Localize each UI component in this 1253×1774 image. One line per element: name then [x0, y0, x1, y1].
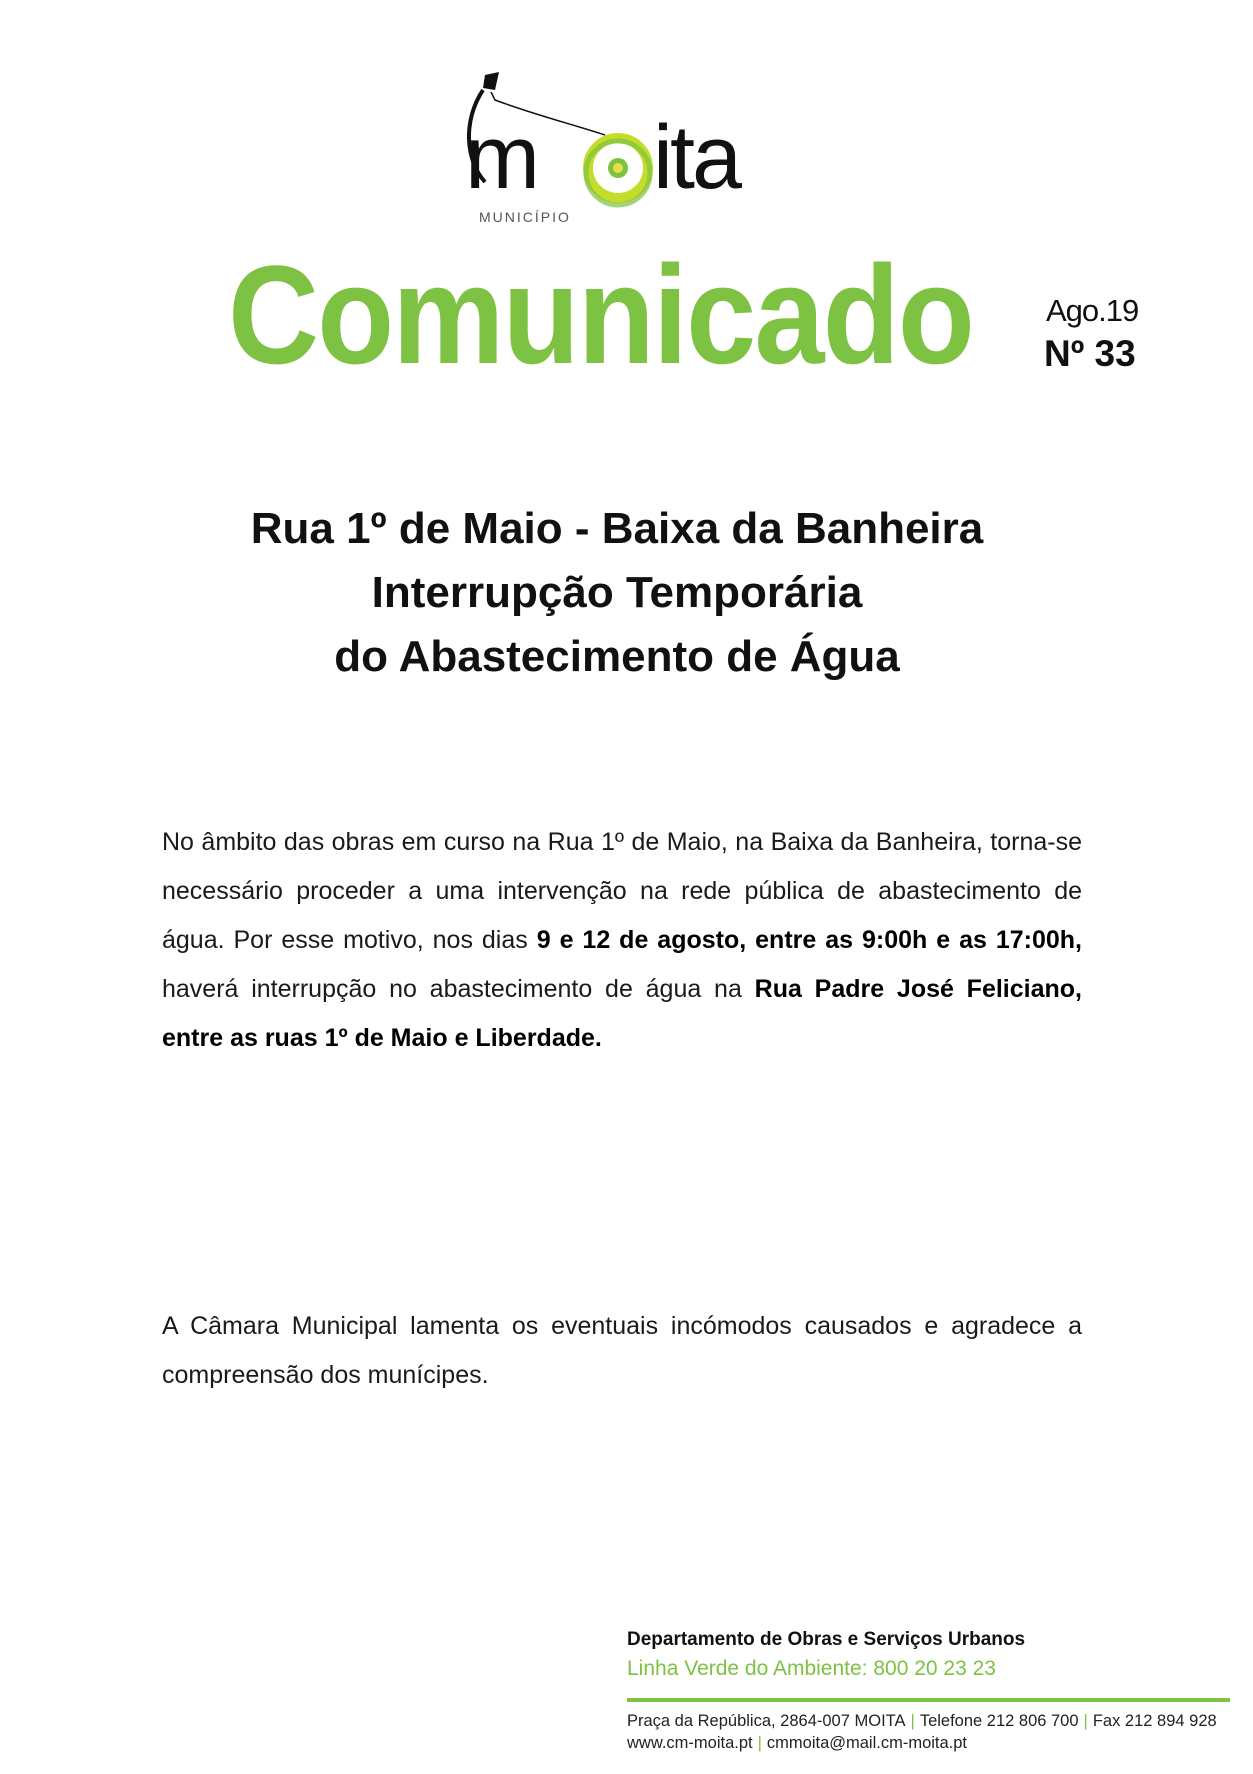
footer-divider — [627, 1698, 1230, 1702]
issue-date: Ago.19 — [1046, 293, 1139, 328]
dates-highlight: 9 e 12 de agosto, entre as 9:00h e as 17:00h, — [536, 926, 1082, 954]
headline-line: Interrupção Temporária — [371, 568, 863, 617]
footer-department: Departamento de Obras e Serviços Urbanos — [627, 1629, 1026, 1650]
document-title: Comunicado — [228, 236, 974, 393]
svg-text:ita: ita — [653, 108, 740, 208]
separator: | — [910, 1712, 915, 1730]
text: No âmbito das obras em curso na Rua 1º de Maio, na Baixa da Banheira, torna-se necessário proceder a uma intervenção na rede pública de abastecimento de água. Por esse motivo, nos dias — [162, 828, 1082, 954]
separator: | — [1083, 1712, 1088, 1730]
website-link[interactable]: www.cm-moita.pt — [627, 1734, 753, 1752]
issue-number: Nº 33 — [1044, 333, 1136, 374]
phone: Telefone 212 806 700 — [919, 1712, 1079, 1730]
footer-contacts — [627, 1710, 1217, 1754]
body-paragraph-2: A Câmara Municipal lamenta os eventuais incómodos causados e agradece a compreensão dos munícipes. — [162, 1312, 1082, 1389]
email-link[interactable]: cmmoita@mail.cm-moita.pt — [766, 1734, 968, 1752]
separator: | — [757, 1734, 762, 1752]
text: haverá interrupção no abastecimento de água na — [162, 975, 755, 1003]
footer-hotline: Linha Verde do Ambiente: 800 20 23 23 — [627, 1657, 996, 1680]
address: Praça da República, 2864-007 MOITA — [627, 1712, 906, 1730]
moita-logo — [455, 70, 805, 225]
headline-line: Rua 1º de Maio - Baixa da Banheira — [250, 504, 984, 553]
svg-text:m: m — [465, 108, 536, 208]
headline — [0, 497, 1234, 689]
logo-subtitle: MUNICÍPIO — [479, 209, 571, 225]
street-highlight: Rua Padre José Feliciano, entre as ruas 1º de Maio e Liberdade. — [162, 975, 1082, 1052]
headline-line: do Abastecimento de Água — [334, 632, 900, 681]
body-paragraph-1 — [162, 818, 1082, 1063]
fax: Fax 212 894 928 — [1092, 1712, 1217, 1730]
